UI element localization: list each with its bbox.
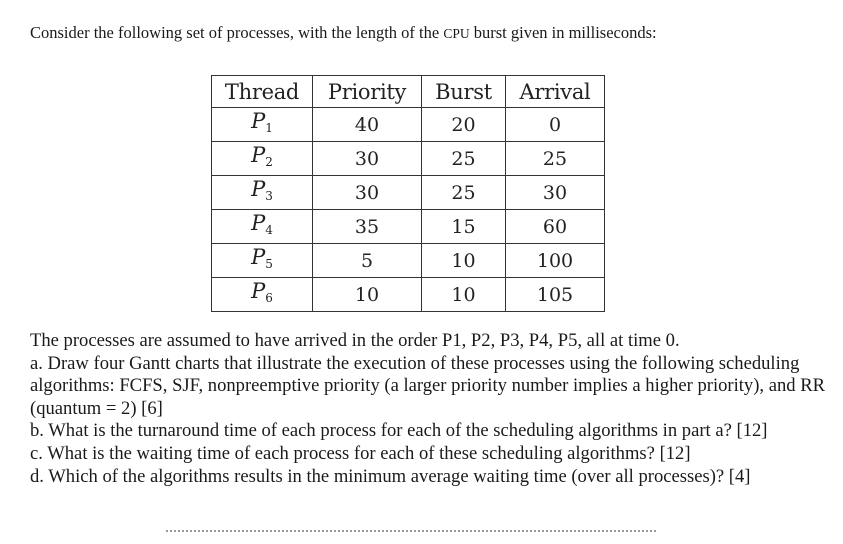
table-row	[212, 176, 605, 210]
table-row	[212, 278, 605, 312]
header-thread: Thread	[212, 76, 313, 108]
arrival-cell: 25	[506, 142, 605, 176]
burst-cell: 25	[422, 176, 506, 210]
thread-name: $P_2$	[212, 142, 313, 176]
table-row	[212, 108, 605, 142]
table-row	[212, 244, 605, 278]
question-b: b. What is the turnaround time of each process for each of the scheduling algorithms in part a? [12]	[30, 420, 768, 442]
question-d: d. Which of the algorithms results in the minimum average waiting time (over all processes)? [4]	[30, 465, 751, 487]
intro-text-after: burst given in milliseconds:	[469, 23, 657, 42]
burst-cell: 25	[422, 142, 506, 176]
burst-cell: 10	[422, 278, 506, 312]
header-arrival: Arrival	[506, 76, 605, 108]
burst-cell: 10	[422, 244, 506, 278]
intro-text	[30, 23, 657, 43]
table-row	[212, 142, 605, 176]
burst-cell: 20	[422, 108, 506, 142]
arrival-cell: 105	[506, 278, 605, 312]
dotted-separator	[166, 530, 656, 532]
arrival-cell: 30	[506, 176, 605, 210]
question-a: a. Draw four Gantt charts that illustrate the execution of these processes using the following scheduling algorithms: FCFS, SJF, nonpreemptive priority (a larger priority number implies a higher priority), and RR (quantum = 2) [6]	[30, 352, 826, 419]
thread-name: $P_1$	[212, 108, 313, 142]
thread-name: $P_4$	[212, 210, 313, 244]
priority-cell: 5	[313, 244, 422, 278]
intro-text-before: Consider the following set of processes, with the length of the	[30, 23, 444, 42]
header-burst: Burst	[422, 76, 506, 108]
arrival-cell: 60	[506, 210, 605, 244]
arrival-cell: 100	[506, 244, 605, 278]
thread-name: $P_6$	[212, 278, 313, 312]
priority-cell: 30	[313, 176, 422, 210]
header-priority: Priority	[313, 76, 422, 108]
thread-name: $P_3$	[212, 176, 313, 210]
question-intro: The processes are assumed to have arrived in the order P1, P2, P3, P4, P5, all at time 0.	[30, 330, 680, 351]
arrival-cell: 0	[506, 108, 605, 142]
cpu-term: CPU	[443, 26, 470, 41]
priority-cell: 30	[313, 142, 422, 176]
priority-cell: 35	[313, 210, 422, 244]
process-table	[211, 75, 605, 312]
question-block	[30, 330, 830, 488]
table-row	[212, 210, 605, 244]
burst-cell: 15	[422, 210, 506, 244]
question-c: c. What is the waiting time of each process for each of these scheduling algorithms? [12]	[30, 442, 691, 464]
priority-cell: 40	[313, 108, 422, 142]
table-header-row	[212, 76, 605, 108]
priority-cell: 10	[313, 278, 422, 312]
thread-name: $P_5$	[212, 244, 313, 278]
